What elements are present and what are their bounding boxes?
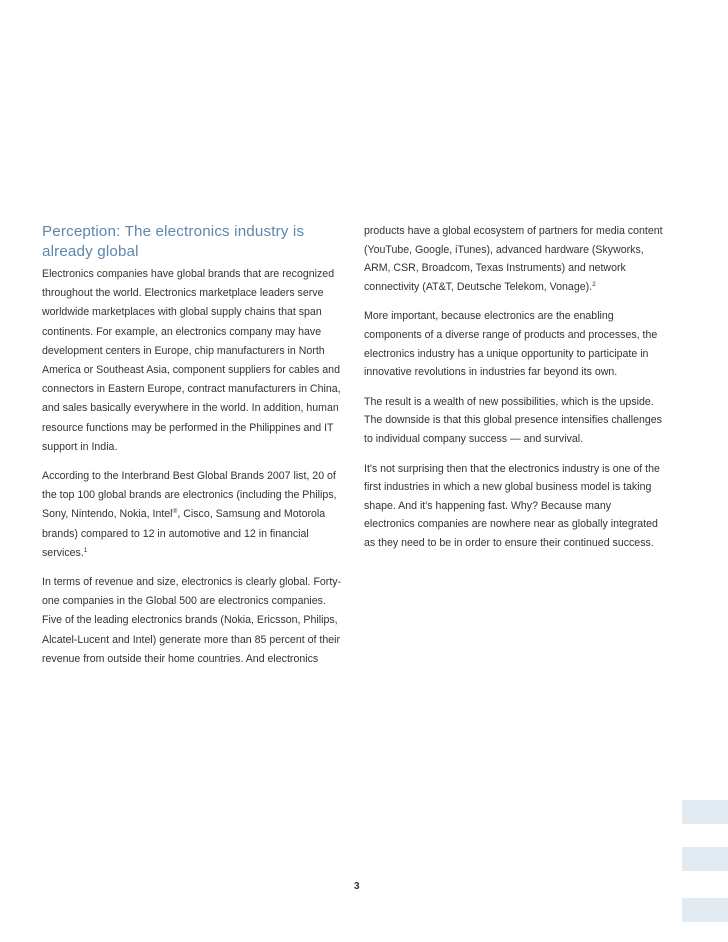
section-heading: Perception: The electronics industry is already global xyxy=(42,223,305,260)
footnote-ref: 2 xyxy=(592,280,596,288)
side-tab xyxy=(682,898,728,922)
body-paragraph xyxy=(364,222,664,296)
right-column xyxy=(364,222,664,564)
body-paragraph: Electronics companies have global brands that are recognized throughout the world. Electronics marketplace leaders serve worldwide marketplaces with global supply chains that span continents. For example, an electronics company may have development centers in Europe, chip manufacturers in North America or Southeast Asia, component suppliers for cables and connectors in Eastern Europe, contract manufacturers in China, and sales basically everywhere in the world. In addition, human resource functions may be performed in the Philippines and IT support in India. xyxy=(42,268,341,453)
body-paragraph: It's not surprising then that the electronics industry is one of the first industries in which a new global business model is taking shape. And it's happening fast. Why? Because many electronics companies are nowhere near as globally integrated as they need to be in order to ensure their continued success. xyxy=(364,462,660,549)
body-paragraph: The result is a wealth of new possibilities, which is the upside. The downside is that this global presence intensifies challenges to individual company success — and survival. xyxy=(364,395,662,445)
registered-mark: ® xyxy=(172,508,178,516)
body-paragraph xyxy=(42,467,342,563)
body-paragraph: In terms of revenue and size, electronics is clearly global. Forty-one companies in the Global 500 are electronics companies. Five of the leading electronics brands (Nokia, Ericsson, Philips, Alcatel-Lucent and Intel) generate more than 85 percent of their revenue from outside their home countries. And electronics xyxy=(42,576,342,665)
left-column xyxy=(42,222,342,679)
side-tab xyxy=(682,847,728,871)
paragraph-text: products have a global ecosystem of partners for media content (YouTube, Google, iTunes), advanced hardware (Skyworks, ARM, CSR, Broadcom, Texas Instruments) and network connectivity (AT&T, Deutsche Telekom, Vonage). xyxy=(364,225,663,293)
side-tab xyxy=(682,800,728,824)
page-number: 3 xyxy=(354,881,360,892)
footnote-ref: 1 xyxy=(83,546,88,554)
paragraph-text: , Cisco, Samsung and Motorola brands) compared to 12 in automotive and 12 in financial services. xyxy=(42,508,326,559)
body-paragraph: More important, because electronics are the enabling components of a diverse range of products and processes, the electronics industry has a unique opportunity to participate in innovative revolutions in industries far beyond its own. xyxy=(364,310,658,379)
paragraph-text: According to the Interbrand Best Global Brands 2007 list, 20 of the top 100 global brands are electronics (including the Philips, Sony, Nintendo, Nokia, Intel xyxy=(42,470,337,521)
